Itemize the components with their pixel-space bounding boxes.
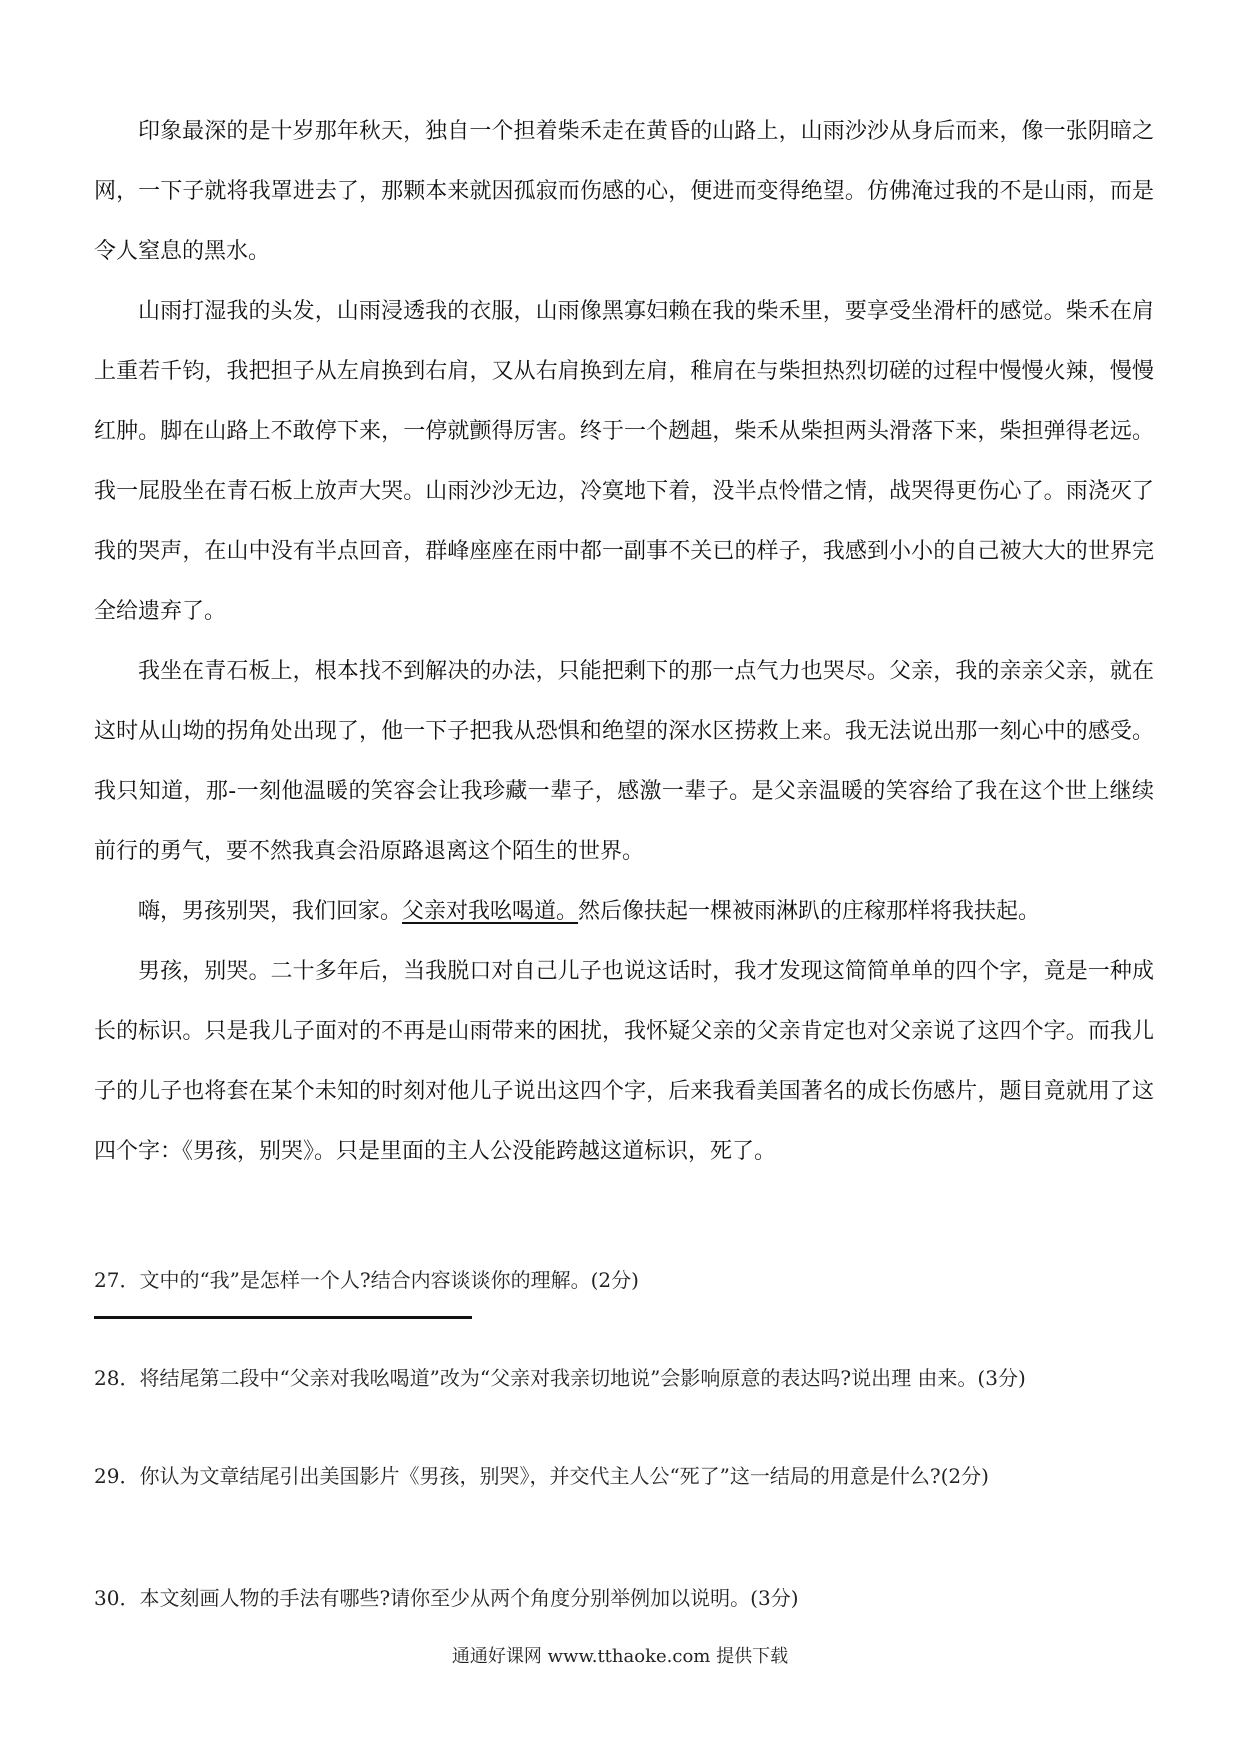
question-30: 30．本文刻画人物的手法有哪些?请你至少从两个角度分别举例加以说明。(3分) <box>94 1586 799 1610</box>
passage-paragraph-5: 男孩，别哭。二十多年后，当我脱口对自己儿子也说这话时，我才发现这简简单单的四个字，竟是一种成长的标识。只是我儿子面对的不再是山雨带来的困扰，我怀疑父亲的父亲肯定也对父亲说了这四个字。而我儿子的儿子也将套在某个未知的时刻对他儿子说出这四个字，后来我看美国著名的成长伤感片，题目竟就用了这四个字：《男孩，别哭》。只是里面的主人公没能跨越这道标识，死了。 <box>94 959 1154 1164</box>
paragraph-4-rest: 然后像扶起一棵被雨淋趴的庄稼那样将我扶起。 <box>578 899 1041 924</box>
reading-passage <box>94 102 1154 1182</box>
question-28: 28．将结尾第二段中“父亲对我吆喝道”改为“父亲对我亲切地说”会影响原意的表达吗?说出理 由来。(3分) <box>94 1366 1026 1390</box>
passage-paragraph-2: 山雨打湿我的头发，山雨浸透我的衣服，山雨像黑寡妇赖在我的柴禾里，要享受坐滑杆的感觉。柴禾在肩上重若千钧，我把担子从左肩换到右肩，又从右肩换到左肩，稚肩在与柴担热烈切磋的过程中慢慢火辣，慢慢红肿。脚在山路上不敢停下来，一停就颤得厉害。终于一个趔趄，柴禾从柴担两头滑落下来，柴担弹得老远。我一屁股坐在青石板上放声大哭。山雨沙沙无边，冷寞地下着，没半点怜惜之情，战哭得更伤心了。雨浇灭了我的哭声，在山中没有半点回音，群峰座座在雨中都一副事不关已的样子，我感到小小的自己被大大的世界完全给遗弃了。 <box>94 299 1154 624</box>
underlined-phrase: 父亲对我吆喝道。 <box>402 899 579 924</box>
passage-paragraph-1: 印象最深的是十岁那年秋天，独自一个担着柴禾走在黄昏的山路上，山雨沙沙从身后而来，像一张阴暗之网，一下子就将我罩进去了，那颗本来就因孤寂而伤感的心，便进而变得绝望。仿佛淹过我的不是山雨，而是令人窒息的黑水。 <box>94 119 1154 264</box>
question-27: 27．文中的“我”是怎样一个人?结合内容谈谈你的理解。(2分) <box>94 1268 639 1292</box>
passage-paragraph-3: 我坐在青石板上，根本找不到解决的办法，只能把剩下的那一点气力也哭尽。父亲，我的亲亲父亲，就在这时从山坳的拐角处出现了，他一下子把我从恐惧和绝望的深水区捞救上来。我无法说出那一刻心中的感受。我只知道，那-一刻他温暖的笑容会让我珍藏一辈子，感激一辈子。是父亲温暖的笑容给了我在这个世上继续前行的勇气，要不然我真会沿原路退离这个陌生的世界。 <box>94 659 1154 864</box>
passage-paragraph-4 <box>94 882 1154 942</box>
page-footer: 通通好课网 www.tthaoke.com 提供下载 <box>451 1646 789 1667</box>
dialogue-text: 嗨，男孩别哭，我们回家。 <box>138 899 403 924</box>
answer-line <box>94 1316 472 1319</box>
question-29: 29．你认为文章结尾引出美国影片《男孩，别哭》，并交代主人公“死了”这一结局的用意是什么?(2分) <box>94 1464 989 1488</box>
